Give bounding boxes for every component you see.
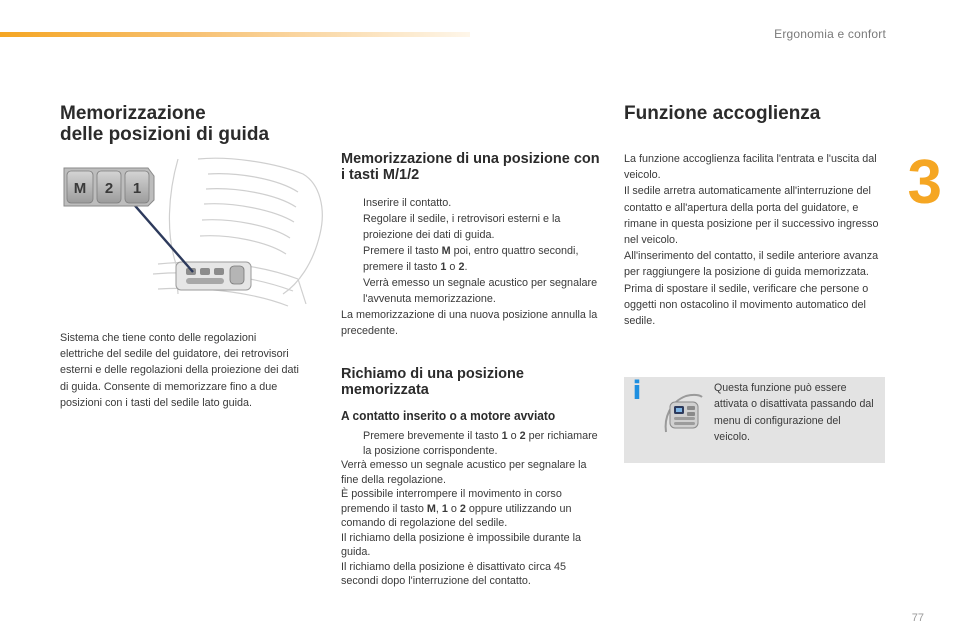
steering-wheel-controls-icon	[660, 392, 704, 436]
chapter-number: 3	[907, 148, 942, 217]
recall-paragraph-1: Verrà emesso un segnale acustico per segnalare la fine della regolazione.	[341, 459, 587, 486]
memo-block	[341, 151, 606, 339]
memory-button-m-label: M	[73, 180, 87, 197]
welcome-title: Funzione accoglienza	[624, 103, 821, 124]
left-title-line1: Memorizzazione	[60, 103, 206, 124]
recall-paragraph-3: Il richiamo della posizione è impossibile durante la guida.	[341, 531, 582, 558]
top-accent-bar	[0, 32, 470, 37]
left-title-line2: delle posizioni di guida	[60, 124, 270, 145]
welcome-paragraph-1: La funzione accoglienza facilita l'entrata e l'uscita dal veicolo.	[624, 153, 877, 182]
page-number: 77	[911, 612, 924, 624]
info-text: Questa funzione può essere attivata o disattivata passando dal menu di configurazione del veicolo.	[714, 382, 874, 443]
memo-step-1: Inserire il contatto.	[363, 197, 452, 209]
recall-step-1: Premere brevemente il tasto 1 o 2 per richiamare la posizione corrispondente.	[363, 430, 598, 457]
section-label: Ergonomia e confort	[774, 27, 886, 41]
welcome-paragraph-3: All'inserimento del contatto, il sedile anteriore avanza per raggiungere la posizione di guida memorizzata.	[624, 250, 879, 279]
memory-button-2-label: 2	[104, 180, 114, 197]
info-icon: i	[632, 376, 642, 406]
welcome-paragraph-4: Prima di spostare il sedile, verificare che persone o oggetti non ostacolino il movimento automatico del sedile.	[624, 282, 869, 328]
seat-illustration	[58, 154, 328, 319]
recall-paragraph-2: È possibile interrompere il movimento in corso premendo il tasto M, 1 o 2 oppure utilizzando un comando di regolazione del sedile.	[341, 488, 572, 529]
recall-paragraph-4: Il richiamo della posizione è disattivato circa 45 secondi dopo l'interruzione del contatto.	[341, 560, 567, 587]
recall-steps	[341, 429, 606, 458]
welcome-paragraph-2: Il sedile arretra automaticamente all'interruzione del contatto e all'apertura della porta del guidatore, e rimane in questa posizione per il successivo ingresso nel veicolo.	[624, 185, 879, 247]
memo-title: Memorizzazione di una posizione con i tasti M/1/2	[341, 151, 600, 183]
memo-note: La memorizzazione di una nuova posizione annulla la precedente.	[341, 309, 598, 338]
memo-steps	[341, 195, 606, 307]
memo-step-3: Premere il tasto M poi, entro quattro secondi, premere il tasto 1 o 2. Verrà emesso un segnale acustico per segnalare l'avvenuta memorizzazione.	[341, 243, 606, 307]
left-title	[60, 103, 330, 145]
left-description-block	[60, 330, 300, 411]
memory-button-1-label: 1	[132, 180, 142, 197]
recall-title: Richiamo di una posizione memorizzata	[341, 366, 524, 398]
seat-memory-buttons-illustration	[58, 154, 328, 319]
recall-subtitle: A contatto inserito o a motore avviato	[341, 408, 556, 423]
memo-step-2: Regolare il sedile, i retrovisori esterni e la proiezione dei dati di guida.	[363, 213, 561, 241]
welcome-text	[624, 151, 879, 329]
memo-step-3-note: Verrà emesso un segnale acustico per segnalare l'avvenuta memorizzazione.	[363, 277, 598, 305]
welcome-block	[624, 103, 884, 329]
recall-block	[341, 366, 606, 589]
left-description: Sistema che tiene conto delle regolazioni elettriche del sedile del guidatore, dei retrovisori esterni e delle regolazioni della proiezione dei dati di guida. Consente di memorizzare fino a due posizioni con i tasti del sedile lato guida.	[60, 332, 299, 409]
